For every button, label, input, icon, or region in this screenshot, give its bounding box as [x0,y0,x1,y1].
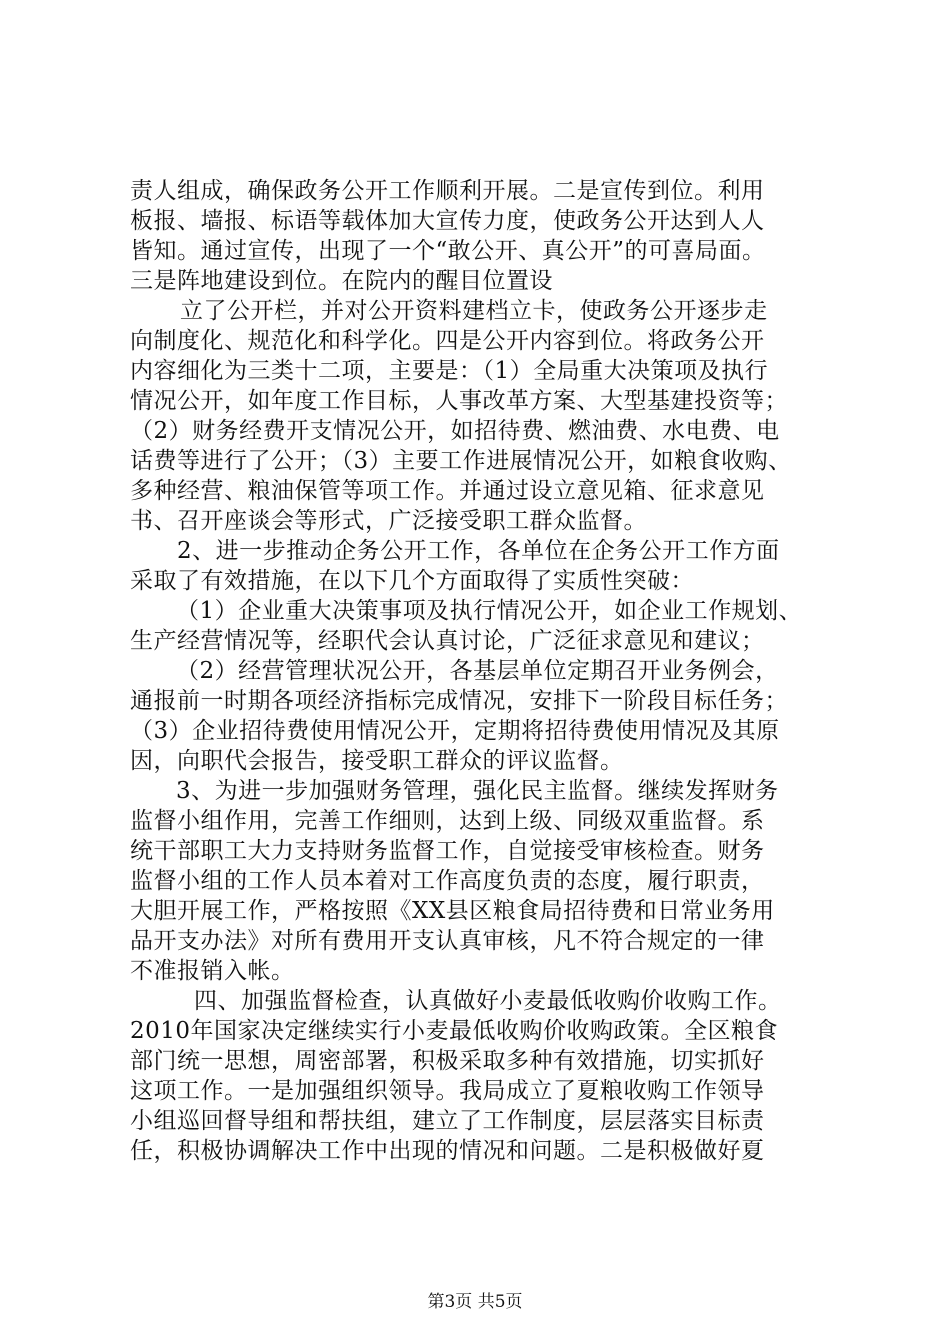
text-line: 部门统一思想，周密部署，积极采取多种有效措施，切实抓好 [130,1048,765,1074]
text-line: （3）企业招待费使用情况公开，定期将招待费使用情况及其原 [130,718,780,744]
text-line: 书、召开座谈会等形式，广泛接受职工群众监督。 [130,508,647,534]
text-line: 大胆开展工作，严格按照《XX县区粮食局招待费和日常业务用 [130,898,775,924]
page-footer: 第3页 共5页 [427,1292,523,1312]
text-line: 小组巡回督导组和帮扶组，建立了工作制度，层层落实目标责 [130,1108,765,1134]
text-line: 因，向职代会报告，接受职工群众的评议监督。 [130,748,624,774]
text-line: 任，积极协调解决工作中出现的情况和问题。二是积极做好夏 [130,1138,765,1164]
text-line: 情况公开，如年度工作目标，人事改革方案、大型基建投资等； [130,388,788,414]
text-line: 不准报销入帐。 [130,958,295,984]
text-line: （1）企业重大决策事项及执行情况公开，如企业工作规划、 [176,598,803,624]
text-line: 立了公开栏，并对公开资料建档立卡，使政务公开逐步走 [180,298,768,324]
text-line: （2）经营管理状况公开，各基层单位定期召开业务例会， [176,658,779,684]
text-line: 三是阵地建设到位。在院内的醒目位置设 [130,268,553,294]
text-line: 多种经营、粮油保管等项工作。并通过设立意见箱、征求意见 [130,478,765,504]
text-line: 监督小组作用，完善工作细则，达到上级、同级双重监督。系 [130,808,765,834]
text-line: 生产经营情况等，经职代会认真讨论，广泛征求意见和建议； [130,628,765,654]
text-line: 2010年国家决定继续实行小麦最低收购价收购政策。全区粮食 [130,1018,779,1044]
text-line: 这项工作。一是加强组织领导。我局成立了夏粮收购工作领导 [130,1078,765,1104]
text-line: （2）财务经费开支情况公开，如招待费、燃油费、水电费、电 [130,418,780,444]
text-line: 品开支办法》对所有费用开支认真审核，凡不符合规定的一律 [130,928,765,954]
text-line: 监督小组的工作人员本着对工作高度负责的态度，履行职责， [130,868,765,894]
text-line: 四、加强监督检查，认真做好小麦最低收购价收购工作。 [194,988,782,1014]
text-line: 责人组成，确保政务公开工作顺利开展。二是宣传到位。利用 [130,178,765,204]
text-line: 向制度化、规范化和科学化。四是公开内容到位。将政务公开 [130,328,765,354]
text-line: 皆知。通过宣传，出现了一个“敢公开、真公开”的可喜局面。 [130,238,766,264]
text-line: 3、为进一步加强财务管理，强化民主监督。继续发挥财务 [176,778,779,804]
text-line: 通报前一时期各项经济指标完成情况，安排下一阶段目标任务； [130,688,788,714]
text-line: 统干部职工大力支持财务监督工作，自觉接受审核检查。财务 [130,838,765,864]
text-line: 2、进一步推动企务公开工作，各单位在企务公开工作方面 [177,538,780,564]
text-line: 内容细化为三类十二项，主要是：（1）全局重大决策项及执行 [130,358,769,384]
text-line: 采取了有效措施，在以下几个方面取得了实质性突破： [130,568,694,594]
text-line: 板报、墙报、标语等载体加大宣传力度，使政务公开达到人人 [130,208,765,234]
text-line: 话费等进行了公开；（3）主要工作进展情况公开，如粮食收购、 [130,448,792,474]
